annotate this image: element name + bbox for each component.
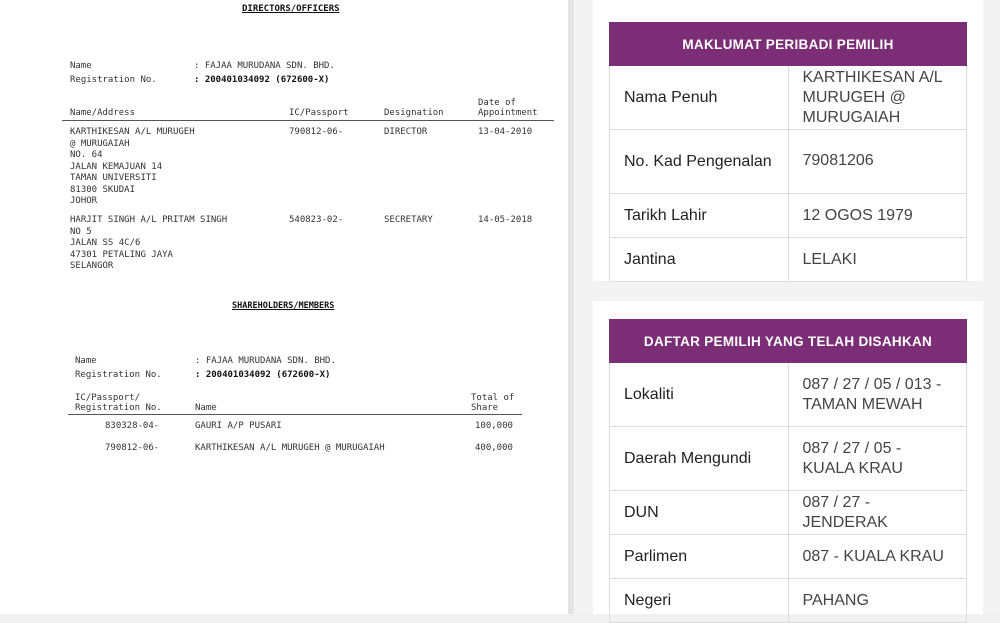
director-2-designation: SECRETARY: [384, 215, 433, 225]
shareholder-company-name-value: : FAJAA MURUDANA SDN. BHD.: [195, 356, 336, 366]
shareholder-registration-value: : 200401034092 (672600-X): [195, 370, 331, 380]
shareholder-company-name-label: Name: [75, 356, 97, 366]
director-1-date: 13-04-2010: [478, 127, 533, 137]
personal-info-table: [609, 22, 967, 282]
dun-label: DUN: [610, 491, 789, 535]
table-row: [610, 535, 967, 579]
table-row: [610, 130, 967, 194]
director-1-line-5: TAMAN UNIVERSITI: [70, 173, 157, 183]
full-name-value: KARTHIKESAN A/L MURUGEH @ MURUGAIAH: [788, 66, 967, 130]
sh-header-ic-2: Registration No.: [75, 403, 162, 413]
shareholder-1-total: 100,000: [475, 421, 513, 431]
directors-section-title: DIRECTORS/OFFICERS: [242, 4, 340, 14]
director-2-line-1: HARJIT SINGH A/L PRITAM SINGH: [70, 215, 228, 225]
header-designation: Designation: [384, 108, 444, 118]
ic-number-value: 79081206: [802, 152, 874, 170]
birth-date-label: Tarikh Lahir: [610, 194, 789, 238]
personal-info-card: [593, 0, 983, 281]
table-row: [610, 491, 967, 535]
director-1-designation: DIRECTOR: [384, 127, 428, 137]
director-1-ic: 790812-06-: [289, 127, 344, 137]
header-ic-passport: IC/Passport: [289, 108, 349, 118]
director-1-line-1: KARTHIKESAN A/L MURUGEH: [70, 127, 195, 137]
shareholder-2-name: KARTHIKESAN A/L MURUGEH @ MURUGAIAH: [195, 443, 385, 453]
sh-header-name: Name: [195, 403, 217, 413]
shareholders-section-title: SHAREHOLDERS/MEMBERS: [232, 301, 335, 311]
company-name-value: : FAJAA MURUDANA SDN. BHD.: [194, 61, 335, 71]
parliament-value: 087 - KUALA KRAU: [788, 535, 967, 579]
table-row: [610, 579, 967, 623]
director-2-ic: 540823-02-: [289, 215, 344, 225]
company-name-label: Name: [70, 61, 92, 71]
shareholders-table-rule: [68, 414, 522, 415]
header-date-of: Date of: [478, 98, 516, 108]
registration-label: Registration No.: [70, 75, 157, 85]
table-row: [610, 427, 967, 491]
registration-value: : 200401034092 (672600-X): [194, 75, 330, 85]
director-1-line-2: @ MURUGAIAH: [70, 138, 130, 149]
header-appointment: Appointment: [478, 108, 538, 118]
dun-value: 087 / 27 - JENDERAK: [788, 491, 967, 535]
state-label: Negeri: [610, 579, 789, 623]
shareholder-1-name: GAURI A/P PUSARI: [195, 421, 282, 431]
director-2-date: 14-05-2018: [478, 215, 533, 225]
birth-date-value: 12 OGOS 1979: [788, 194, 967, 238]
parliament-label: Parlimen: [610, 535, 789, 579]
sh-header-total-2: Share: [471, 403, 499, 413]
voter-registration-table: [609, 319, 967, 623]
shareholder-2-ic: 790812-06-: [105, 443, 160, 453]
director-1-line-7: JOHOR: [70, 196, 98, 206]
table-row: [610, 194, 967, 238]
director-1-line-4: JALAN KEMAJUAN 14: [70, 161, 163, 172]
shareholder-registration-label: Registration No.: [75, 370, 162, 380]
shareholder-1-ic: 830328-04-: [105, 421, 160, 431]
locality-label: Lokaliti: [610, 363, 789, 427]
voter-registration-title: DAFTAR PEMILIH YANG TELAH DISAHKAN: [610, 320, 967, 363]
ic-number-label: No. Kad Pengenalan: [610, 130, 789, 194]
director-2-line-3: JALAN SS 4C/6: [70, 238, 141, 248]
full-name-label: Nama Penuh: [610, 66, 789, 130]
table-row: [610, 66, 967, 130]
shareholder-2-total: 400,000: [475, 443, 513, 453]
sh-header-ic-1: IC/Passport/: [75, 393, 141, 403]
director-1-line-6: 81300 SKUDAI: [70, 184, 136, 195]
table-row: [610, 363, 967, 427]
director-1-line-3: NO. 64: [70, 150, 103, 160]
voter-info-panel: [574, 0, 1000, 614]
personal-info-title: MAKLUMAT PERIBADI PEMILIH: [610, 23, 967, 66]
director-2-line-5: SELANGOR: [70, 261, 114, 271]
gender-value: LELAKI: [788, 238, 967, 282]
redaction-block: [874, 151, 908, 171]
table-row: [610, 238, 967, 282]
voter-registration-card: [593, 301, 983, 614]
directors-table-rule: [62, 120, 554, 121]
director-2-line-4: 47301 PETALING JAYA: [70, 249, 173, 260]
polling-district-value: 087 / 27 / 05 - KUALA KRAU: [788, 427, 967, 491]
locality-value: 087 / 27 / 05 / 013 - TAMAN MEWAH: [788, 363, 967, 427]
header-name-address: Name/Address: [70, 108, 136, 118]
ic-number-cell: [788, 130, 967, 194]
gender-label: Jantina: [610, 238, 789, 282]
sh-header-total-1: Total of: [471, 393, 515, 403]
director-2-line-2: NO 5: [70, 226, 92, 237]
state-value: PAHANG: [788, 579, 967, 623]
polling-district-label: Daerah Mengundi: [610, 427, 789, 491]
